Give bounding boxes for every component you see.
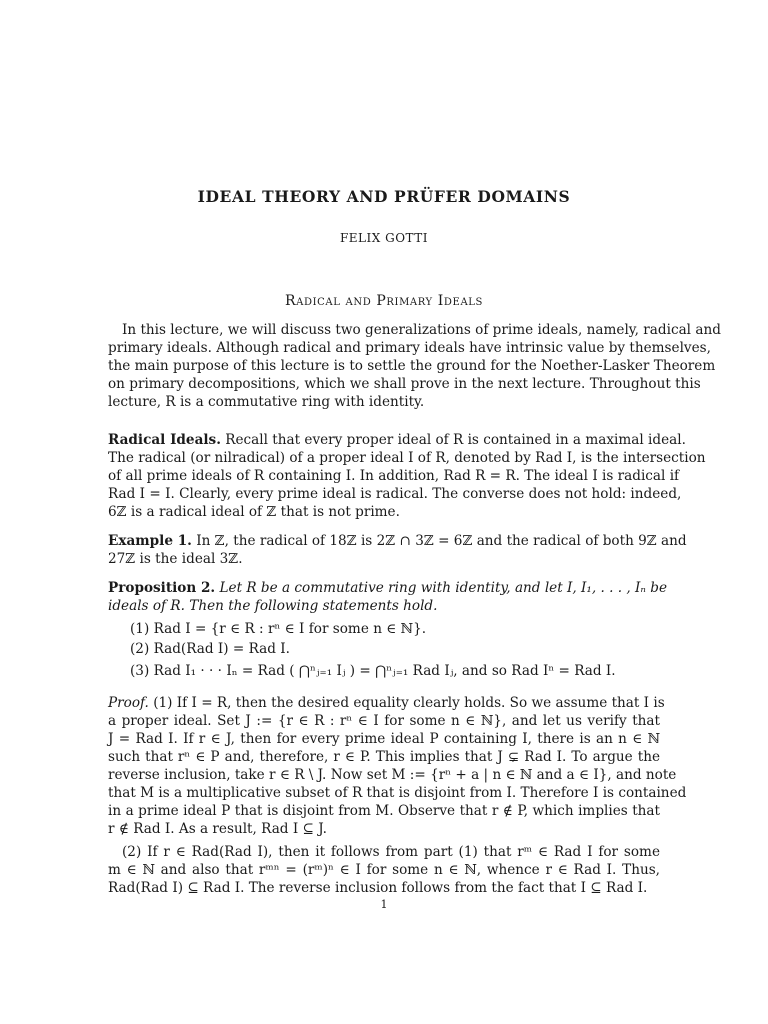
proof-line: that M is a multiplicative subset of R that is disjoint from I. Therefore I is contained [108, 785, 687, 801]
intro-line: primary ideals. Although radical and primary ideals have intrinsic value by themselves, [108, 340, 711, 356]
proof-heading: Proof. [108, 695, 149, 711]
radical-line: The radical (or nilradical) of a proper ideal I of R, denoted by Rad I, is the intersection [108, 450, 706, 466]
paper-title: IDEAL THEORY AND PRÜFER DOMAINS [197, 187, 571, 206]
proposition-item: (2) Rad(Rad I) = Rad I. [130, 641, 290, 657]
proof-line: (1) If I = R, then the desired equality clearly holds. So we assume that I is [153, 695, 665, 711]
proposition-line: Let R be a commutative ring with identity, and let I, I₁, . . . , Iₙ be [219, 580, 667, 596]
example-heading: Example 1. [108, 533, 192, 549]
proof-part2-line: Rad(Rad I) ⊆ Rad I. The reverse inclusion follows from the fact that I ⊆ Rad I. [108, 880, 648, 896]
proposition-item: (1) Rad I = {r ∈ R : rⁿ ∈ I for some n ∈ ℕ}. [130, 621, 427, 637]
intro-line: lecture, R is a commutative ring with identity. [108, 394, 425, 410]
radical-line: of all prime ideals of R containing I. In addition, Rad R = R. The ideal I is radical if [108, 468, 680, 484]
intro-line: the main purpose of this lecture is to settle the ground for the Noether-Lasker Theorem [108, 358, 716, 374]
proof-line: a proper ideal. Set J := {r ∈ R : rⁿ ∈ I for some n ∈ ℕ}, and let us verify that [108, 713, 660, 729]
proposition-heading: Proposition 2. [108, 580, 216, 596]
section-title: Radical and Primary Ideals [285, 293, 483, 309]
example-line: In ℤ, the radical of 18ℤ is 2ℤ ∩ 3ℤ = 6ℤ and the radical of both 9ℤ and [196, 533, 687, 549]
intro-line: on primary decompositions, which we shall prove in the next lecture. Throughout this [108, 376, 701, 392]
proof-line: in a prime ideal P that is disjoint from M. Observe that r ∉ P, which implies that [108, 803, 660, 819]
proof-line: such that rⁿ ∈ P and, therefore, r ∈ P. This implies that J ⊊ Rad I. To argue the [108, 749, 660, 765]
proof-line: reverse inclusion, take r ∈ R \ J. Now set M := {rⁿ + a | n ∈ ℕ and a ∈ I}, and note [108, 767, 677, 783]
proposition-line: ideals of R. Then the following statements hold. [108, 598, 438, 614]
example-line: 27ℤ is the ideal 3ℤ. [108, 551, 243, 567]
proof-line: J = Rad I. If r ∈ J, then for every prime ideal P containing I, there is an n ∈ ℕ [108, 731, 660, 747]
example-first-line [108, 532, 687, 550]
proof-part2-line: (2) If r ∈ Rad(Rad I), then it follows from part (1) that rᵐ ∈ Rad I for some [122, 844, 660, 860]
proof-first-line [108, 694, 665, 712]
proposition-first-line [108, 579, 667, 597]
radical-first-line [108, 431, 686, 449]
radical-line: Rad I = I. Clearly, every prime ideal is radical. The converse does not hold: indeed, [108, 486, 682, 502]
page-number: 1 [380, 898, 388, 911]
radical-line: Recall that every proper ideal of R is contained in a maximal ideal. [225, 432, 686, 448]
author-name: FELIX GOTTI [339, 231, 429, 245]
proof-line: r ∉ Rad I. As a result, Rad I ⊆ J. [108, 821, 327, 837]
radical-line: 6ℤ is a radical ideal of ℤ that is not prime. [108, 504, 400, 520]
intro-line: In this lecture, we will discuss two generalizations of prime ideals, namely, radical and [122, 322, 721, 338]
proposition-item: (3) Rad I₁ · · · Iₙ = Rad ( ⋂ⁿⱼ₌₁ Iⱼ ) = ⋂ⁿⱼ₌₁ Rad Iⱼ, and so Rad Iⁿ = Rad I. [130, 663, 616, 679]
proof-part2-line: m ∈ ℕ and also that rᵐⁿ = (rᵐ)ⁿ ∈ I for some n ∈ ℕ, whence r ∈ Rad I. Thus, [108, 862, 660, 878]
radical-heading: Radical Ideals. [108, 432, 221, 448]
